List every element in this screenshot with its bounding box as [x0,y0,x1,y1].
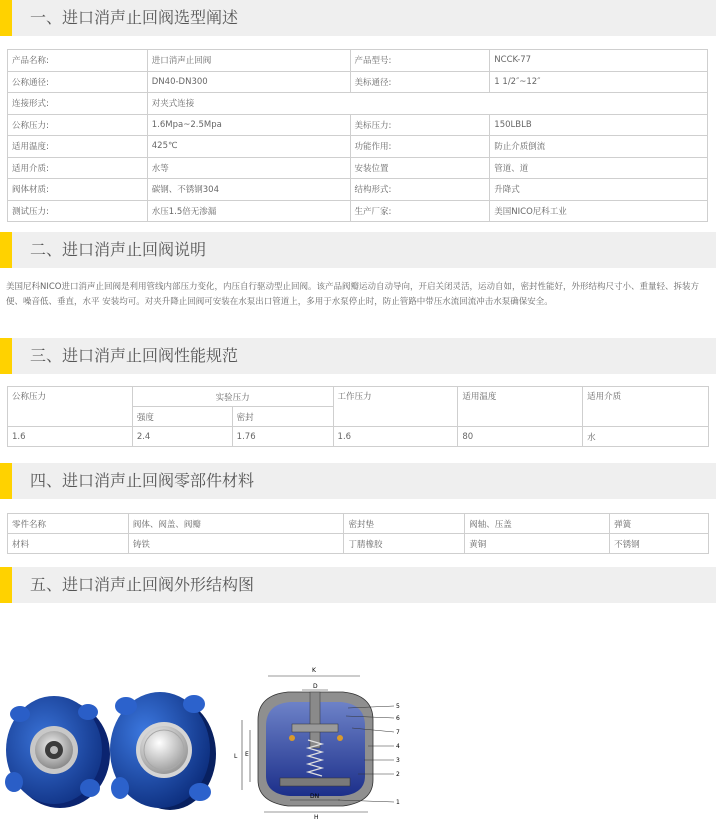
table-cell: 1.76 [232,427,333,447]
spec-label: 结构形式: [350,179,490,201]
spec-label: 美标通径: [350,71,490,93]
spec-label: 阀体材质: [8,179,148,201]
table-row [8,136,708,158]
header-working-pressure: 工作压力 [333,387,458,427]
table-row [8,427,709,447]
section-title: 四、进口消声止回阀零部件材料 [30,471,255,490]
table-cell: 阀体、阀盖、阀瓣 [128,514,344,534]
spec-label: 适用温度: [8,136,148,158]
spec-value: 150LBLB [490,114,708,136]
spec-value: 1.6Mpa~2.5Mpa [147,114,350,136]
table-cell: 阀轴、压盖 [465,514,610,534]
table-cell: 丁腈橡胶 [344,534,465,554]
part-callout: 3 [396,757,400,764]
spec-value: 425℃ [147,136,350,158]
spec-value: 美国NICO尼科工业 [490,200,708,222]
spec-label: 测试压力: [8,200,148,222]
spec-value: 升降式 [490,179,708,201]
performance-table [7,386,709,447]
header-material: 材料 [8,534,129,554]
table-cell: 铸铁 [128,534,344,554]
spec-value: 1 1/2″~12″ [490,71,708,93]
spec-label: 生产厂家: [350,200,490,222]
spec-value: 防止介质倒流 [490,136,708,158]
spec-label: 安装位置 [350,157,490,179]
table-cell: 1.6 [8,427,133,447]
spec-table [7,49,708,222]
spec-label: 产品型号: [350,50,490,72]
accent-bar [0,463,12,499]
spec-value: 对夹式连接 [147,93,707,115]
table-cell: 弹簧 [610,514,709,534]
table-cell: 不锈钢 [610,534,709,554]
header-nominal-pressure: 公称压力 [8,387,133,427]
table-cell: 水 [583,427,709,447]
table-cell: 80 [458,427,583,447]
part-callout: 1 [396,799,400,806]
table-row [8,157,708,179]
spec-value: 水压1.5倍无渗漏 [147,200,350,222]
table-cell: 1.6 [333,427,458,447]
spec-value: 进口消声止回阀 [147,50,350,72]
accent-bar [0,232,12,268]
table-row [8,387,709,407]
section-header-performance [0,338,716,374]
table-row [8,50,708,72]
section-header-description [0,232,716,268]
header-part-name: 零件名称 [8,514,129,534]
spec-label: 连接形式: [8,93,148,115]
header-seal: 密封 [232,407,333,427]
part-callout: 5 [396,703,400,710]
part-callout: 4 [396,743,400,750]
table-row [8,179,708,201]
accent-bar [0,338,12,374]
section-title: 二、进口消声止回阀说明 [30,240,207,259]
spec-value: 管道、道 [490,157,708,179]
section-title: 五、进口消声止回阀外形结构图 [30,575,255,594]
valve-structure-diagram [228,660,408,824]
spec-label: 功能作用: [350,136,490,158]
table-row [8,93,708,115]
dim-label-l: L [234,753,238,760]
description-paragraph: 美国尼科NICO进口消声止回阀是利用管线内部压力变化，内压自行驱动型止回阀。该产品阀瓣运动自动导向，开启关闭灵活，运动自如，密封性能好，外形结构尺寸小、重量轻、拆装方便、噪音低、垂直，水平 安装均可。对夹升降止回阀可安装在水泵出口管道上，多用于水泵停止时，防止管路中带压水流回流冲击水泵确保安全。 [6,282,699,307]
spec-label: 公称通径: [8,71,148,93]
valve-photo-front [4,690,112,814]
spec-value: 碳钢、不锈钢304 [147,179,350,201]
materials-table [7,513,709,554]
valve-photo-angle [108,688,218,817]
section-title: 三、进口消声止回阀性能规范 [30,346,239,365]
spec-label: 公称压力: [8,114,148,136]
table-row [8,534,709,554]
dim-label-h: H [314,814,319,820]
dim-label-e: E [245,751,249,758]
header-medium: 适用介质 [583,387,709,427]
section-header-materials [0,463,716,499]
table-row [8,114,708,136]
header-temperature: 适用温度 [458,387,583,427]
section-header-diagram [0,567,716,603]
section-header-selection [0,0,716,36]
table-cell: 2.4 [132,427,232,447]
table-row [8,514,709,534]
spec-value: 水等 [147,157,350,179]
spec-label: 美标压力: [350,114,490,136]
table-row [8,200,708,222]
header-strength: 强度 [132,407,232,427]
section-title: 一、进口消声止回阀选型阐述 [30,8,239,27]
spec-label: 适用介质: [8,157,148,179]
accent-bar [0,567,12,603]
table-row [8,71,708,93]
part-callout: 7 [396,729,400,736]
dim-label-d: D [313,683,318,690]
table-cell: 黄铜 [465,534,610,554]
accent-bar [0,0,12,36]
part-callout: 2 [396,771,400,778]
spec-value: NCCK-77 [490,50,708,72]
header-test-pressure: 实验压力 [132,387,333,407]
spec-label: 产品名称: [8,50,148,72]
table-cell: 密封垫 [344,514,465,534]
spec-value: DN40-DN300 [147,71,350,93]
dim-label-k: K [312,667,316,674]
part-callout: 6 [396,715,400,722]
dim-label-dn: DN [310,793,320,800]
